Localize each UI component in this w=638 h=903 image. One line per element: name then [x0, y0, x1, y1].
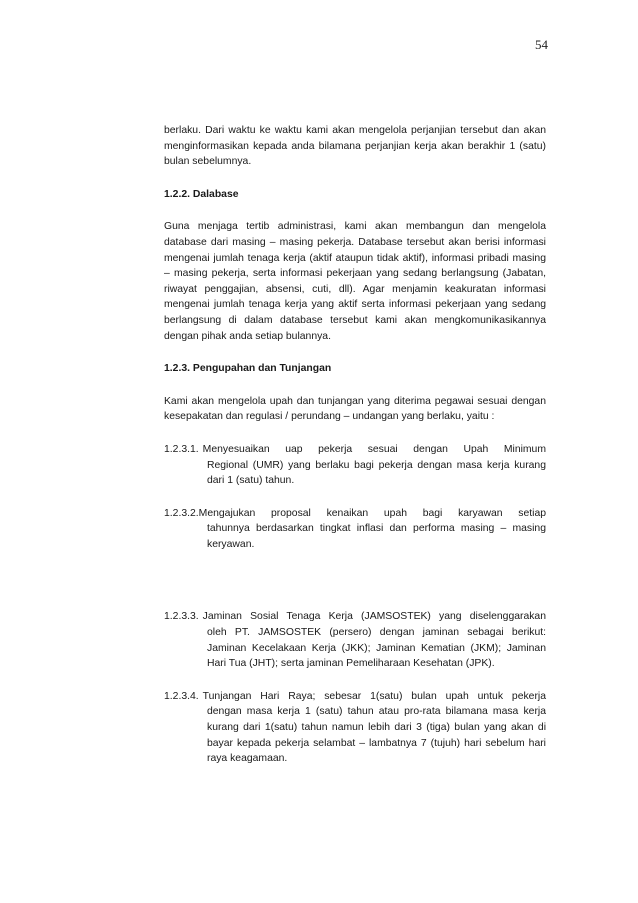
document-body	[164, 123, 546, 784]
list-item-number: 1.2.3.1.	[164, 443, 199, 455]
pengupahan-paragraph: Kami akan mengelola upah dan tunjangan yang diterima pegawai sesuai dengan kesepakatan dan regulasi / perundang – undangan yang berlaku, yaitu :	[164, 395, 546, 423]
list-item-first-line: Tunjangan Hari Raya; sebesar 1(satu) bulan upah untuk pekerja	[202, 690, 546, 702]
page-number: 54	[535, 37, 548, 52]
list-item-first-line: Menyesuaikan uap pekerja sesuai dengan Upah Minimum	[202, 443, 546, 455]
section-heading-database: 1.2.2. Dalabase	[164, 188, 239, 200]
list-item-number: 1.2.3.4.	[164, 690, 199, 702]
list-item-number: 1.2.3.2.	[164, 507, 199, 519]
section-heading-pengupahan: 1.2.3. Pengupahan dan Tunjangan	[164, 363, 332, 375]
list-item-text: tahunnya berdasarkan tingkat inflasi dan performa masing – masing keryawan.	[207, 523, 546, 550]
list-item-1-2-3-3	[164, 609, 546, 671]
list-item-text: dengan masa kerja 1 (satu) tahun atau pro-rata bilamana masa kerja kurang dari 1(satu) tahun namun lebih dari 3 (tiga) bulan yang akan di bayar kepada pekerja selambat – lambatnya 7 (tujuh) hari sebelum hari raya keagamaan.	[207, 706, 546, 765]
list-item-text: Regional (UMR) yang berlaku bagi pekerja dengan masa kerja kurang dari 1 (satu) tahun.	[207, 459, 546, 487]
list-item-1-2-3-1	[164, 442, 546, 489]
database-paragraph: Guna menjaga tertib administrasi, kami akan membangun dan mengelola database dari masing – masing pekerja. Database tersebut akan berisi informasi mengenai jumlah tenaga kerja (aktif ataupun tidak aktif), informasi pribadi masing – masing pekerja, serta informasi pekerjaan yang sedang berlangsung (Jabatan, riwayat penggajian, absensi, cuti, dll). Agar menjamin keakuratan informasi mengenai jumlah tenaga kerja yang aktif serta informasi pekerjaan yang sedang berlangsung di dalam database tersebut kami akan mengkomunikasikannya dengan pihak anda setiap bulannya.	[164, 221, 546, 342]
list-item-1-2-3-4	[164, 689, 546, 767]
list-item-number: 1.2.3.3.	[164, 611, 199, 623]
list-item-first-line: Jaminan Sosial Tenaga Kerja (JAMSOSTEK) yang diselenggarakan	[202, 611, 546, 623]
intro-paragraph: berlaku. Dari waktu ke waktu kami akan mengelola perjanjian tersebut dan akan menginformasikan kepada anda bilamana perjanjian kerja akan berakhir 1 (satu) bulan sebelumnya.	[164, 125, 546, 168]
list-item-text: oleh PT. JAMSOSTEK (persero) dengan jaminan sebagai berikut: Jaminan Kecelakaan Kerja (JKK); Jaminan Kematian (JKM); Jaminan Hari Tua (JHT); serta jaminan Pemeliharaan Kesehatan (JPK).	[207, 627, 546, 670]
list-item-1-2-3-2	[164, 506, 546, 553]
list-item-first-line: Mengajukan proposal kenaikan upah bagi karyawan setiap	[198, 507, 546, 519]
spacer	[164, 569, 546, 609]
